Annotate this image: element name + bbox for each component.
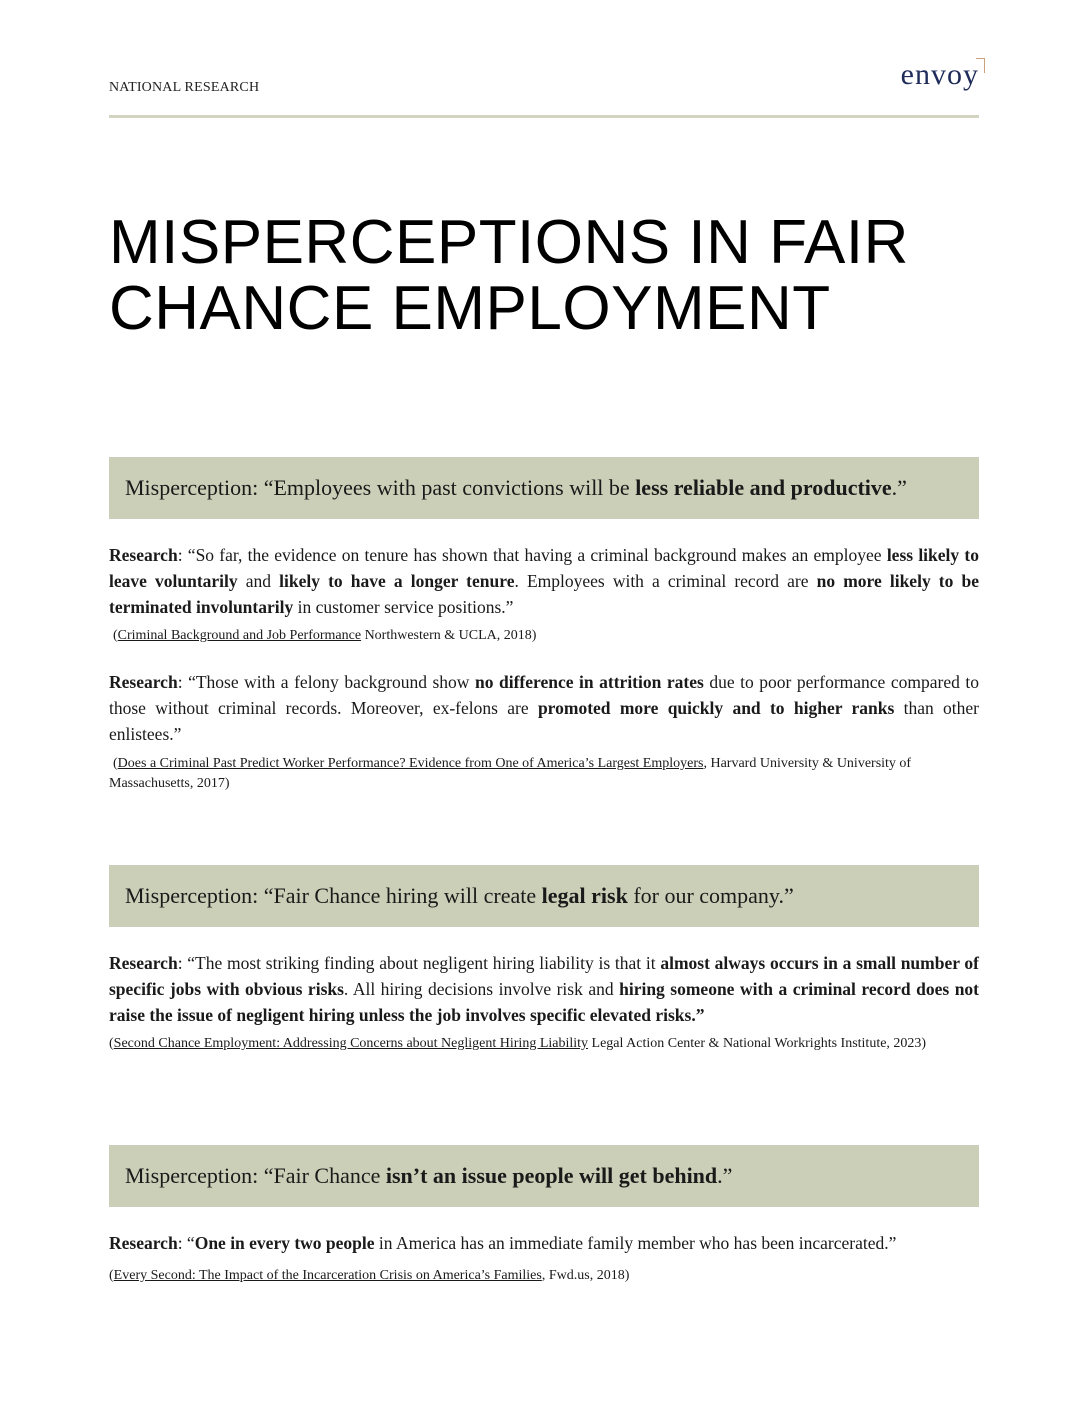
citation-link[interactable]: Every Second: The Impact of the Incarceration Crisis on America’s Families [113,1268,542,1283]
research-label: Research [109,545,178,565]
research-text: . All hiring decisions involve risk and [343,979,620,999]
research-paragraph [109,950,979,1028]
research-emphasis: no more likely to be terminated involuntarily [109,571,979,617]
research-label: Research [109,953,178,973]
misperception-suffix: .” [717,1163,733,1188]
misperception-prefix: Misperception: “Fair Chance hiring will create [125,883,542,908]
misperception-emphasis: isn’t an issue people will get behind [385,1163,718,1188]
misperception-suffix: .” [891,475,907,500]
misperception-text [125,475,907,501]
research-emphasis: One in every two people [194,1233,375,1253]
citation-open: ( [113,756,118,771]
research-emphasis: hiring someone with a criminal record does not raise the issue of negligent hiring unless the job involves specific elevated risks.” [109,979,979,1025]
citation-source: Northwestern & UCLA, 2018) [361,628,537,643]
misperception-text [125,1163,732,1189]
misperception-emphasis: less reliable and productive [635,475,892,500]
research-text: in customer service positions.” [293,597,514,617]
research-emphasis: no difference in attrition rates [474,672,704,692]
research-label: Research [109,1233,178,1253]
misperception-prefix: Misperception: “Employees with past convictions will be [125,475,636,500]
title-line-1: MISPERCEPTIONS IN FAIR [109,208,909,277]
research-text: : “The most striking finding about negligent hiring liability is that it [177,953,661,973]
research-citation [109,754,979,794]
research-text: . Employees with a criminal record are [514,571,817,591]
misperception-box [109,1145,979,1207]
envoy-logo: envoy [900,58,979,91]
citation-source: , Harvard University & University of Massachusetts, 2017) [109,756,912,791]
research-emphasis: promoted more quickly and to higher ranks [537,698,895,718]
citation-source: Legal Action Center & National Workrights Institute, 2023) [588,1036,927,1051]
research-emphasis: likely to have a longer tenure [279,571,515,591]
research-paragraph [109,1230,979,1256]
research-text: : “ [177,1233,195,1253]
misperception-box [109,457,979,519]
research-emphasis: almost always occurs in a small number of specific jobs with obvious risks [109,953,980,999]
header-label: NATIONAL RESEARCH [109,80,260,95]
citation-open: ( [109,1268,114,1283]
research-paragraph [109,669,979,747]
research-text: and [237,571,280,591]
research-emphasis: less likely to leave voluntarily [109,545,979,591]
page-title [109,210,989,342]
citation-open: ( [113,628,118,643]
title-line-2: CHANCE EMPLOYMENT [109,274,831,343]
citation-link[interactable]: Criminal Background and Job Performance [117,628,362,643]
citation-link[interactable]: Second Chance Employment: Addressing Concerns about Negligent Hiring Liability [113,1036,589,1051]
research-citation [109,1266,979,1286]
research-text: : “Those with a felony background show [177,672,475,692]
logo-accent-mark [976,58,985,73]
research-text: in America has an immediate family member who has been incarcerated.” [374,1233,897,1253]
research-paragraph [109,542,979,620]
research-citation [109,626,983,646]
research-citation [109,1034,929,1054]
citation-link[interactable]: Does a Criminal Past Predict Worker Performance? Evidence from One of America’s Largest Employers [117,756,704,771]
misperception-box [109,865,979,927]
misperception-emphasis: legal risk [541,883,628,908]
misperception-text [125,883,794,909]
citation-source: , Fwd.us, 2018) [541,1268,630,1283]
header-divider [109,115,979,118]
research-label: Research [109,672,178,692]
misperception-suffix: for our company.” [627,883,794,908]
misperception-prefix: Misperception: “Fair Chance [125,1163,386,1188]
research-text: due to poor performance compared to those without criminal records. Moreover, ex-felons are [109,672,979,718]
research-text: than other enlistees.” [109,698,979,744]
citation-open: ( [109,1036,114,1051]
research-text: : “So far, the evidence on tenure has shown that having a criminal background makes an employee [177,545,887,565]
